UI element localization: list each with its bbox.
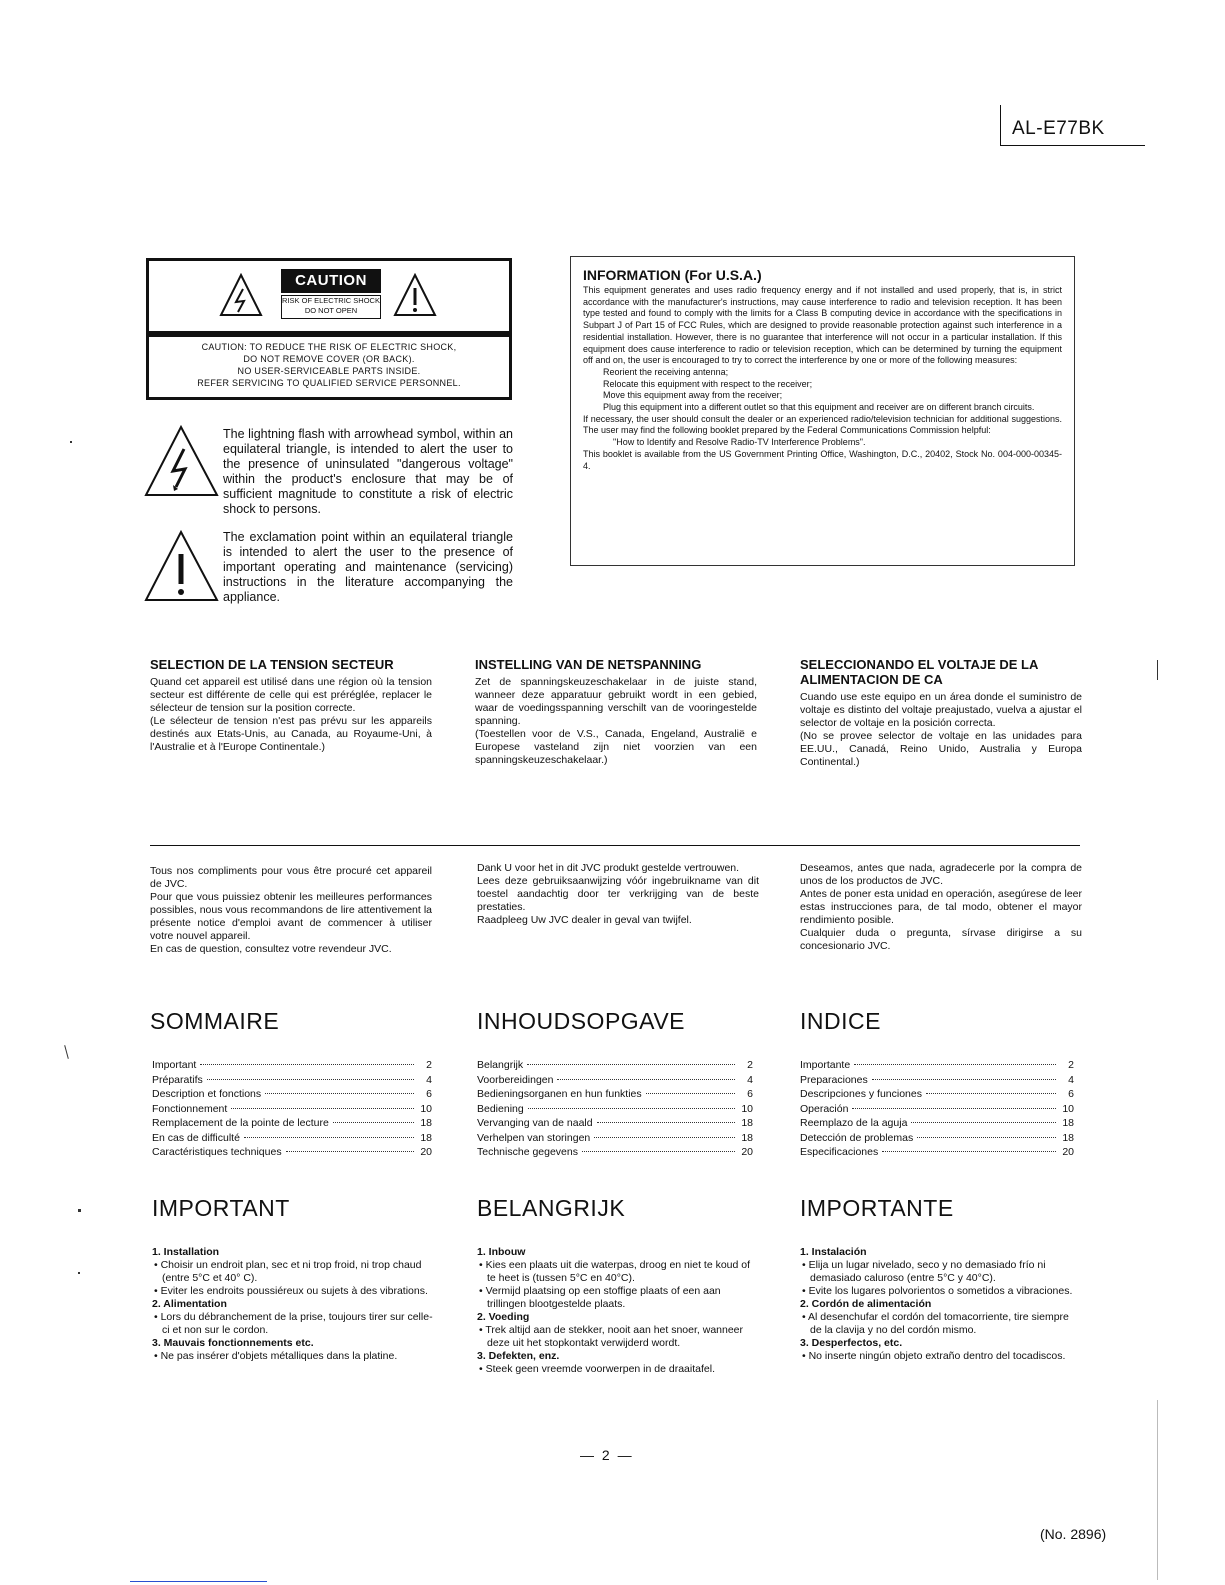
important-list-nl bbox=[477, 1246, 759, 1376]
important-item-heading: 3. Mauvais fonctionnements etc. bbox=[152, 1337, 314, 1349]
important-bullet: • Ne pas insérer d'objets métalliques dans la platine. bbox=[154, 1350, 398, 1362]
toc-row[interactable] bbox=[152, 1145, 432, 1160]
important-bullet: • Lors du débranchement de la prise, toujours tirer sur celle-ci et non sur le cordon. bbox=[154, 1311, 433, 1336]
info-measure: Plug this equipment into a different outlet so that this equipment and receiver are on different branch circuits. bbox=[603, 402, 1035, 413]
toc-page: 10 bbox=[1062, 1102, 1074, 1115]
section-divider bbox=[150, 845, 1080, 846]
toc-list-nl bbox=[477, 1058, 753, 1160]
toc-page: 18 bbox=[741, 1117, 753, 1129]
toc-leader bbox=[594, 1137, 735, 1138]
toc-page: 18 bbox=[420, 1117, 432, 1129]
caution-title: CAUTION bbox=[281, 269, 381, 293]
lightning-triangle-icon bbox=[219, 273, 263, 317]
important-item-heading: 1. Instalación bbox=[800, 1246, 867, 1258]
toc-page: 20 bbox=[741, 1146, 753, 1158]
toc-row[interactable] bbox=[477, 1058, 753, 1073]
toc-label: Remplacement de la pointe de lecture bbox=[152, 1117, 329, 1129]
toc-page: 20 bbox=[420, 1146, 432, 1158]
scan-mark bbox=[64, 1045, 69, 1059]
toc-page: 4 bbox=[747, 1073, 753, 1086]
important-item-heading: 3. Defekten, enz. bbox=[477, 1350, 560, 1362]
important-heading-nl: BELANGRIJK bbox=[477, 1195, 626, 1221]
voltage-section-nl bbox=[475, 657, 757, 767]
important-bullet: • Trek altijd aan de stekker, nooit aan het snoer, wanneer deze uit het stopkontakt verwijderd wordt. bbox=[479, 1324, 744, 1349]
important-bullet: • Evite los lugares polvorientos o sometidos a vibraciones. bbox=[802, 1285, 1073, 1297]
model-number: AL-E77BK bbox=[1012, 118, 1105, 139]
toc-list-es bbox=[800, 1058, 1074, 1160]
toc-label: Preparaciones bbox=[800, 1073, 868, 1086]
toc-heading-fr: SOMMAIRE bbox=[150, 1008, 280, 1034]
important-bullet: • Elija un lugar nivelado, seco y no demasiado frío ni demasiado caluroso (entre 5°C y 40°C). bbox=[802, 1259, 1046, 1284]
caution-warning-text bbox=[155, 341, 503, 389]
section-note: (Le sélecteur de tension n'est pas prévu sur les appareils destinés aux Etats-Unis, au Canada, au Royaume-Uni, à l'Australie et à l'Europe Continentale.) bbox=[150, 715, 432, 753]
toc-heading-nl: INHOUDSOPGAVE bbox=[477, 1008, 685, 1034]
lightning-symbol-explanation: The lightning flash with arrowhead symbol, within an equilateral triangle, is intended to alert the user to the presence of uninsulated "dangerous voltage" within the product's enclosure that may be of sufficient magnitude to constitute a risk of electric shock to persons. bbox=[223, 427, 513, 516]
fcc-information-box bbox=[570, 256, 1075, 566]
caution-line: NO USER-SERVICEABLE PARTS INSIDE. bbox=[237, 366, 421, 376]
toc-row[interactable] bbox=[800, 1102, 1074, 1117]
important-bullet: • Vermijd plaatsing op een stoffige plaats of een aan trillingen blootgestelde plaats. bbox=[479, 1285, 721, 1310]
toc-label: Vervanging van de naald bbox=[477, 1117, 593, 1129]
section-heading: SELECCIONANDO EL VOLTAJE DE LA ALIMENTACION DE CA bbox=[800, 657, 1038, 687]
toc-row[interactable] bbox=[477, 1102, 753, 1117]
toc-leader bbox=[527, 1064, 735, 1065]
toc-row[interactable] bbox=[477, 1145, 753, 1160]
toc-label: Belangrijk bbox=[477, 1059, 524, 1071]
scan-mark bbox=[78, 1272, 80, 1274]
section-text: Quand cet appareil est utilisé dans une région où la tension secteur est différente de celle qui est préréglée, replacer le sélecteur de tension sur la position correcte. bbox=[150, 676, 432, 714]
toc-row[interactable] bbox=[152, 1102, 432, 1117]
bottom-link-line bbox=[130, 1581, 267, 1582]
important-item-heading: 2. Alimentation bbox=[152, 1298, 227, 1310]
caution-subtitle-line2: DO NOT OPEN bbox=[304, 306, 358, 315]
caution-line: CAUTION: TO REDUCE THE RISK OF ELECTRIC SHOCK, bbox=[201, 342, 457, 352]
toc-label: Bediening bbox=[477, 1102, 524, 1115]
toc-page: 20 bbox=[1062, 1146, 1074, 1158]
toc-row[interactable] bbox=[800, 1145, 1074, 1160]
page-number: — 2 — bbox=[580, 1447, 634, 1463]
toc-leader bbox=[207, 1079, 414, 1080]
toc-leader bbox=[882, 1151, 1056, 1152]
toc-list-fr bbox=[152, 1058, 432, 1160]
exclamation-triangle-icon bbox=[144, 530, 219, 602]
scan-mark bbox=[70, 441, 72, 443]
important-item-heading: 2. Voeding bbox=[477, 1311, 530, 1323]
info-booklet-title: "How to Identify and Resolve Radio-TV Interference Problems". bbox=[613, 437, 866, 448]
toc-label: Verhelpen van storingen bbox=[477, 1131, 591, 1144]
toc-row[interactable] bbox=[477, 1116, 753, 1131]
info-measure: Relocate this equipment with respect to the receiver; bbox=[603, 378, 813, 389]
toc-label: Especificaciones bbox=[800, 1146, 879, 1158]
thanks-text: Pour que vous puissiez obtenir les meilleures performances possibles, nous vous recommandons de lire attentivement la présente notice d'emploi avant de commencer à utiliser votre nouvel appareil. bbox=[150, 891, 432, 942]
toc-row[interactable] bbox=[477, 1073, 753, 1088]
toc-leader bbox=[200, 1064, 414, 1065]
toc-page: 18 bbox=[1062, 1117, 1074, 1129]
toc-row[interactable] bbox=[800, 1058, 1074, 1073]
toc-row[interactable] bbox=[152, 1073, 432, 1088]
important-bullet: • No inserte ningún objeto extraño dentro del tocadiscos. bbox=[802, 1350, 1066, 1362]
important-bullet: • Al desenchufar el cordón del tomacorriente, tire siempre de la clavija y no del cordón mismo. bbox=[802, 1311, 1069, 1336]
thanks-nl bbox=[477, 862, 759, 927]
exclamation-triangle-icon bbox=[393, 273, 437, 317]
thanks-text: Tous nos compliments pour vous être procuré cet appareil de JVC. bbox=[150, 865, 432, 890]
toc-leader bbox=[528, 1108, 735, 1109]
caution-subtitle-line1: RISK OF ELECTRIC SHOCK bbox=[282, 296, 380, 305]
toc-row[interactable] bbox=[800, 1087, 1074, 1102]
section-heading: INSTELLING VAN DE NETSPANNING bbox=[475, 657, 702, 672]
toc-leader bbox=[911, 1122, 1056, 1123]
caution-label-box bbox=[146, 258, 512, 400]
voltage-section-es bbox=[800, 657, 1082, 769]
toc-label: Bedieningsorganen en hun funkties bbox=[477, 1088, 642, 1100]
important-item-heading: 1. Installation bbox=[152, 1246, 220, 1258]
toc-row[interactable] bbox=[152, 1116, 432, 1131]
toc-leader bbox=[926, 1093, 1056, 1094]
caution-line: REFER SERVICING TO QUALIFIED SERVICE PERSONNEL. bbox=[197, 378, 461, 388]
caution-subtitle bbox=[281, 295, 381, 319]
thanks-text: Raadpleeg Uw JVC dealer in geval van twijfel. bbox=[477, 914, 692, 926]
toc-leader bbox=[852, 1108, 1056, 1109]
toc-page: 18 bbox=[1062, 1131, 1074, 1144]
toc-page: 6 bbox=[747, 1088, 753, 1100]
toc-page: 4 bbox=[426, 1073, 432, 1086]
important-bullet: • Choisir un endroit plan, sec et ni trop froid, ni trop chaud (entre 5°C et 40° C). bbox=[154, 1259, 422, 1284]
scan-mark bbox=[1157, 660, 1158, 680]
toc-page: 6 bbox=[1068, 1088, 1074, 1100]
toc-row[interactable] bbox=[152, 1058, 432, 1073]
section-note: (Toestellen voor de V.S., Canada, Engeland, Australië e Europese vasteland zijn niet voorzien van een spanningskeuzeschakelaar.) bbox=[475, 728, 757, 766]
info-measure: Reorient the receiving antenna; bbox=[603, 366, 729, 377]
toc-row[interactable] bbox=[152, 1131, 432, 1146]
info-paragraph: This equipment generates and uses radio frequency energy and if not installed and used properly, that is, in strict accordance with the manufacturer's instructions, may cause interference to radio and television reception. It has been type tested and found to comply with the limits for a Class B computing device in accordance with the specifications in Subpart J of Part 15 of FCC Rules, which are designed to provide reasonable protection against such interference in a residential installation. However, there is no guarantee that interference will not occur in a particular installation. If this equipment does cause interference to radio or television reception, which can be determined by turning the equipment off and on, the user is encouraged to try to correct the interference by one or more of the following measures: bbox=[583, 285, 1062, 366]
toc-page: 2 bbox=[747, 1059, 753, 1071]
toc-label: Technische gegevens bbox=[477, 1146, 578, 1158]
important-bullet: • Eviter les endroits poussiéreux ou sujets à des vibrations. bbox=[154, 1285, 428, 1297]
toc-leader bbox=[582, 1151, 735, 1152]
info-paragraph: If necessary, the user should consult the dealer or an experienced radio/television technician for additional suggestions. The user may find the following booklet prepared by the Federal Communications Commission helpful: bbox=[583, 413, 1062, 436]
toc-row[interactable] bbox=[800, 1073, 1074, 1088]
toc-leader bbox=[333, 1122, 414, 1123]
thanks-es bbox=[800, 862, 1082, 953]
toc-page: 10 bbox=[420, 1102, 432, 1115]
section-note: (No se provee selector de voltaje en las unidades para EE.UU., Canadá, Reino Unido, Australia y Europa Continental.) bbox=[800, 730, 1082, 768]
toc-label: Voorbereidingen bbox=[477, 1073, 554, 1086]
info-measure: Move this equipment away from the receiver; bbox=[603, 390, 783, 401]
toc-leader bbox=[265, 1093, 414, 1094]
toc-row[interactable] bbox=[477, 1087, 753, 1102]
exclamation-symbol-explanation: The exclamation point within an equilateral triangle is intended to alert the user to the presence of important operating and maintenance (servicing) instructions in the literature accompanying the appliance. bbox=[223, 530, 513, 604]
toc-label: Importante bbox=[800, 1059, 851, 1071]
toc-label: Préparatifs bbox=[152, 1073, 203, 1086]
toc-label: Caractéristiques techniques bbox=[152, 1146, 282, 1158]
toc-page: 4 bbox=[1068, 1073, 1074, 1086]
toc-leader bbox=[231, 1108, 414, 1109]
important-item-heading: 1. Inbouw bbox=[477, 1246, 526, 1258]
toc-page: 2 bbox=[426, 1059, 432, 1071]
toc-heading-es: INDICE bbox=[800, 1008, 881, 1034]
toc-leader bbox=[244, 1137, 414, 1138]
toc-label: Important bbox=[152, 1059, 197, 1071]
toc-leader bbox=[557, 1079, 735, 1080]
toc-label: Detección de problemas bbox=[800, 1131, 914, 1144]
toc-row[interactable] bbox=[800, 1116, 1074, 1131]
toc-label: Reemplazo de la aguja bbox=[800, 1117, 908, 1129]
thanks-text: Lees deze gebruiksaanwijzing vóór ingebruikname van dit toestel aandachtig door ter verkrijging van de beste prestaties. bbox=[477, 875, 759, 913]
toc-label: Descripciones y funciones bbox=[800, 1088, 922, 1100]
header-rule-horizontal bbox=[1000, 145, 1145, 146]
lightning-triangle-icon bbox=[144, 425, 219, 497]
toc-leader bbox=[917, 1137, 1056, 1138]
toc-label: En cas de difficulté bbox=[152, 1131, 240, 1144]
toc-page: 2 bbox=[1068, 1059, 1074, 1071]
important-heading-fr: IMPORTANT bbox=[152, 1195, 290, 1221]
toc-page: 6 bbox=[426, 1088, 432, 1100]
toc-leader bbox=[854, 1064, 1056, 1065]
toc-leader bbox=[597, 1122, 735, 1123]
thanks-text: Antes de poner esta unidad en operación, asegúrese de leer estas instrucciones para, de tal modo, obtener el mayor rendimiento posible. bbox=[800, 888, 1082, 926]
toc-label: Description et fonctions bbox=[152, 1088, 262, 1100]
toc-leader bbox=[872, 1079, 1056, 1080]
toc-leader bbox=[646, 1093, 735, 1094]
scan-mark bbox=[78, 1209, 81, 1212]
caution-band bbox=[149, 261, 509, 337]
important-heading-es: IMPORTANTE bbox=[800, 1195, 954, 1221]
thanks-text: En cas de question, consultez votre revendeur JVC. bbox=[150, 943, 392, 955]
thanks-text: Cualquier duda o pregunta, sírvase dirigirse a su concesionario JVC. bbox=[800, 927, 1082, 952]
document-number: (No. 2896) bbox=[1040, 1526, 1107, 1542]
toc-row[interactable] bbox=[477, 1131, 753, 1146]
caution-line: DO NOT REMOVE COVER (OR BACK). bbox=[243, 354, 415, 364]
toc-leader bbox=[286, 1151, 414, 1152]
info-paragraph: This booklet is available from the US Government Printing Office, Washington, D.C., 20402, Stock No. 004-000-00345-4. bbox=[583, 448, 1062, 471]
section-text: Zet de spanningskeuzeschakelaar in de juiste stand, wanneer deze apparatuur gebruikt wordt in een gebied, waar de voedingsspanning verschilt van de vooringestelde spanning. bbox=[475, 676, 757, 727]
scan-edge-line bbox=[1157, 1400, 1158, 1580]
thanks-text: Deseamos, antes que nada, agradecerle por la compra de unos de los productos de JVC. bbox=[800, 862, 1082, 887]
important-item-heading: 2. Cordón de alimentación bbox=[800, 1298, 932, 1310]
important-list-es bbox=[800, 1246, 1082, 1363]
section-heading: SELECTION DE LA TENSION SECTEUR bbox=[150, 657, 394, 672]
toc-label: Operación bbox=[800, 1102, 849, 1115]
voltage-section-fr bbox=[150, 657, 432, 754]
thanks-fr bbox=[150, 865, 432, 956]
toc-row[interactable] bbox=[152, 1087, 432, 1102]
important-list-fr bbox=[152, 1246, 434, 1363]
important-bullet: • Steek geen vreemde voorwerpen in de draaitafel. bbox=[479, 1363, 715, 1375]
toc-page: 18 bbox=[420, 1131, 432, 1144]
toc-row[interactable] bbox=[800, 1131, 1074, 1146]
section-text: Cuando use este equipo en un área donde el suministro de voltaje es distinto del voltaje preajustado, vuelva a ajustar el selector de voltaje en la posición correcta. bbox=[800, 691, 1082, 729]
thanks-text: Dank U voor het in dit JVC produkt gestelde vertrouwen. bbox=[477, 862, 740, 874]
toc-label: Fonctionnement bbox=[152, 1102, 228, 1115]
important-bullet: • Kies een plaats uit die waterpas, droog en niet te koud of te heet is (tussen 5°C en 40°C). bbox=[479, 1259, 751, 1284]
info-title: INFORMATION (For U.S.A.) bbox=[583, 267, 762, 283]
toc-page: 18 bbox=[741, 1131, 753, 1144]
toc-page: 10 bbox=[741, 1102, 753, 1115]
important-item-heading: 3. Desperfectos, etc. bbox=[800, 1337, 903, 1349]
